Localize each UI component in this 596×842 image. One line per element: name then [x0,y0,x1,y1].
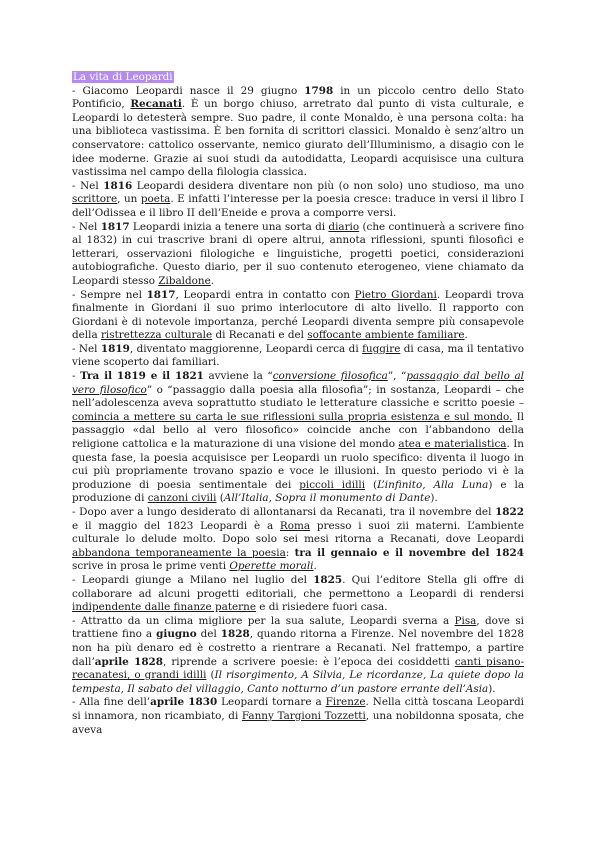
emphasis-text: 1822 [495,506,524,518]
text-run: e il maggio del 1823 Leopardi è a [72,519,280,532]
emphasis-text: tra il gennaio e il novembre del 1824 [294,546,524,559]
document-page [72,71,524,737]
text-run: scrive in prosa le prime venti [72,560,230,573]
text-run: . In questa fase, la poesia acquisisce per Leopardi un ruolo specifico: diventa il luogo in cui più propriamente trovano spazio e voce le illusioni. In questo periodo vi è la produzione di poesia sentimentale dei [72,438,524,491]
emphasis-text: Pisa [454,614,477,627]
text-run: : [285,546,295,559]
text-run: - Leopardi giunge a Milano nel luglio del [72,573,314,586]
emphasis-text: poeta [140,193,171,206]
text-run: ( [206,669,215,682]
text-run: , quando ritorna a Firenze. Nel novembre del 1828 non ha più denaro ed è costretto a rientrare a Recanati. Nel frattempo, a partire dall’ [72,628,525,668]
emphasis-text: 1817 [146,288,176,301]
paragraph [72,289,524,343]
emphasis-text: 1825 [313,573,343,586]
paragraph [72,615,524,697]
paragraph [72,85,524,180]
emphasis-text: comincia a mettere su carta le sue riflessioni sulla propria esistenza e sul mondo. [72,410,513,423]
text-run: . [464,329,468,342]
text-run: presso i suoi zii materni. L’ambiente culturale lo delude molto. Dopo solo sei mesi ritorna a Recanati, dove Leopardi [72,519,524,546]
text-run: ( [365,478,378,491]
emphasis-text: 1798 [304,84,334,97]
text-run: ( [216,492,224,505]
text-run: ” o “passaggio dalla poesia alla filosofia”; in sostanza, Leopardi – che nell’adolescenza aveva soprattutto studiato le letterature classiche e scritto poesie – [72,383,524,410]
emphasis-text: abbandona temporaneamente la poesia [72,546,286,559]
emphasis-text: soffocante ambiente familiare [307,329,465,342]
emphasis-text: Roma [279,519,311,532]
paragraph [72,180,524,221]
emphasis-text: giugno [156,628,197,641]
text-run: di casa, ma il tentativo viene scoperto dai familiari. [72,342,524,369]
text-run: - Giacomo Leopardi nasce il 29 giugno [72,84,305,97]
text-run: (che continuerà a scrivere fino al 1832) in cui trascrive brani di opere altrui, annota riflessioni, spunti filosofici e letterari, osservazioni filologiche e linguistiche, progetti poetici, considerazioni autobiografiche. Questo diario, per il suo contenuto eterogeneo, viene chiamato da Leopardi stesso [72,220,524,287]
text-run: . Leopardi trova finalmente in Giordani il suo primo interlocutore di alto livello. Il rapporto con Giordani è di notevole importanza, perché Leopardi diventa sempre più consapevole della [72,288,524,342]
text-run: e di risiedere fuori casa. [255,601,388,614]
text-run: ). [430,492,438,505]
text-run: , riprende a scrivere poesie: è l’epoca dei cosiddetti [163,655,455,668]
emphasis-text: diario [328,220,360,233]
emphasis-text: L’infinito, Alla Luna [377,478,489,491]
text-run: - Nel [72,342,101,355]
text-run: del [196,628,221,641]
emphasis-text: Fanny Targioni Tozzetti [241,709,366,722]
paragraph [72,343,524,370]
text-run: . [210,274,215,287]
text-run: Il passaggio «dal bello al vero filosofico» coincide anche con l’abbandono della religione cattolica e la maturazione di una visione del mondo [72,410,524,451]
emphasis-text: Firenze [325,696,366,709]
emphasis-text: canzoni civili [147,492,217,505]
emphasis-text: atea e materialistica [398,438,507,451]
emphasis-text: ristrettezza culturale [100,329,213,342]
emphasis-text: 1828 [220,628,250,641]
text-run: . È un borgo chiuso, arretrato dal punto di vista culturale, e Leopardi lo detesterà sempre. Suo padre, il conte Monaldo, è una persona colta: ha una biblioteca vastissima. È ben fornita di scrittori classici. Monaldo è senz’altro un conservatore: cattolico osservante, nemico giurato dell’Illuminismo, a disagio con le idee moderne. Grazie ai suoi studi da autodidatta, Leopardi acquisisce una cultura vastissima nel campo della filologia classica. [72,98,524,179]
text-run: in un piccolo centro dello Stato Pontificio, [72,84,524,111]
text-run: , diventato maggiorenne, Leopardi cerca di [129,342,363,355]
text-run: - Alla fine dell’ [72,696,151,709]
emphasis-text: indipendente dalle finanze paterne [72,601,256,614]
emphasis-text: 1819 [100,342,130,355]
text-run: . Qui l’editore Stella gli offre di collaborare ad alcuni progetti editoriali, che permettono a Leopardi di rendersi [72,573,525,600]
text-run: . E infatti l’interesse per la poesia cresce: traduce in versi il libro I dell’Odissea e il libro II dell’Eneide e prova a comporre versi. [72,193,524,219]
emphasis-text: aprile 1828 [94,655,164,668]
emphasis-text: Pietro Giordani [354,288,437,301]
emphasis-text: Il risorgimento, A Silvia, Le ricordanze, La quiete dopo la tempesta, Il sabato del villaggio, Canto notturno d’un pastore errante dell’Asia [72,669,524,695]
text-run: ”, “ [387,370,407,383]
text-run: - Dopo aver a lungo desiderato di allontanarsi da Recanati, tra il novembre del [72,506,496,518]
emphasis-text: 1817 [100,220,130,233]
text-run: Leopardi inizia a tenere una sorta di [129,220,329,233]
emphasis-text: Recanati [130,98,182,111]
text-run: ). [488,682,496,695]
text-run: - Nel [72,220,101,233]
text-run: , Leopardi entra in contatto con [175,288,355,301]
page-title-line [72,71,524,85]
emphasis-text: Operette morali [229,560,314,573]
text-run: avviene la “ [203,370,273,383]
text-run: , una nobildonna sposata, che aveva [72,709,524,736]
emphasis-text: fuggire [362,342,401,355]
emphasis-text: 1816 [103,179,133,192]
text-run: , un [117,193,141,206]
emphasis-text: aprile 1830 [150,696,218,709]
text-run: Leopardi desidera diventare non più (o non solo) uno studioso, ma uno [132,179,524,192]
text-run: di Recanati e del [212,329,308,342]
paragraph [72,696,524,737]
emphasis-text: scrittore [72,193,118,206]
page-title: La vita di Leopardi [73,71,173,83]
text-run: . [313,560,317,573]
text-run: - Nel [72,179,104,192]
document-body [72,85,524,738]
emphasis-text: conversione filosofica [272,370,388,383]
paragraph [72,506,524,574]
emphasis-text: canti pisano-recanatesi, o grandi idilli [72,655,525,682]
emphasis-text: piccoli idilli [299,478,366,491]
text-run: Leopardi tornare a [217,696,326,709]
paragraph [72,574,524,615]
paragraph [72,370,524,506]
emphasis-text: Tra il 1819 e il 1821 [80,370,204,383]
text-run: . Nella città toscana Leopardi si innamora, non ricambiato, di [72,696,524,722]
text-run: ) e la produzione di [72,478,525,505]
emphasis-text: All’Italia, Sopra il monumento di Dante [223,492,431,505]
text-run: , dove si trattiene fino a [72,614,524,641]
text-run: - [72,370,81,383]
text-run: - Attratto da un clima migliore per la sua salute, Leopardi sverna a [72,614,455,627]
paragraph [72,221,524,289]
emphasis-text: passaggio dal bello al vero filosofico [72,370,524,396]
text-run: - Sempre nel [72,288,147,301]
emphasis-text: Zibaldone [158,274,211,287]
